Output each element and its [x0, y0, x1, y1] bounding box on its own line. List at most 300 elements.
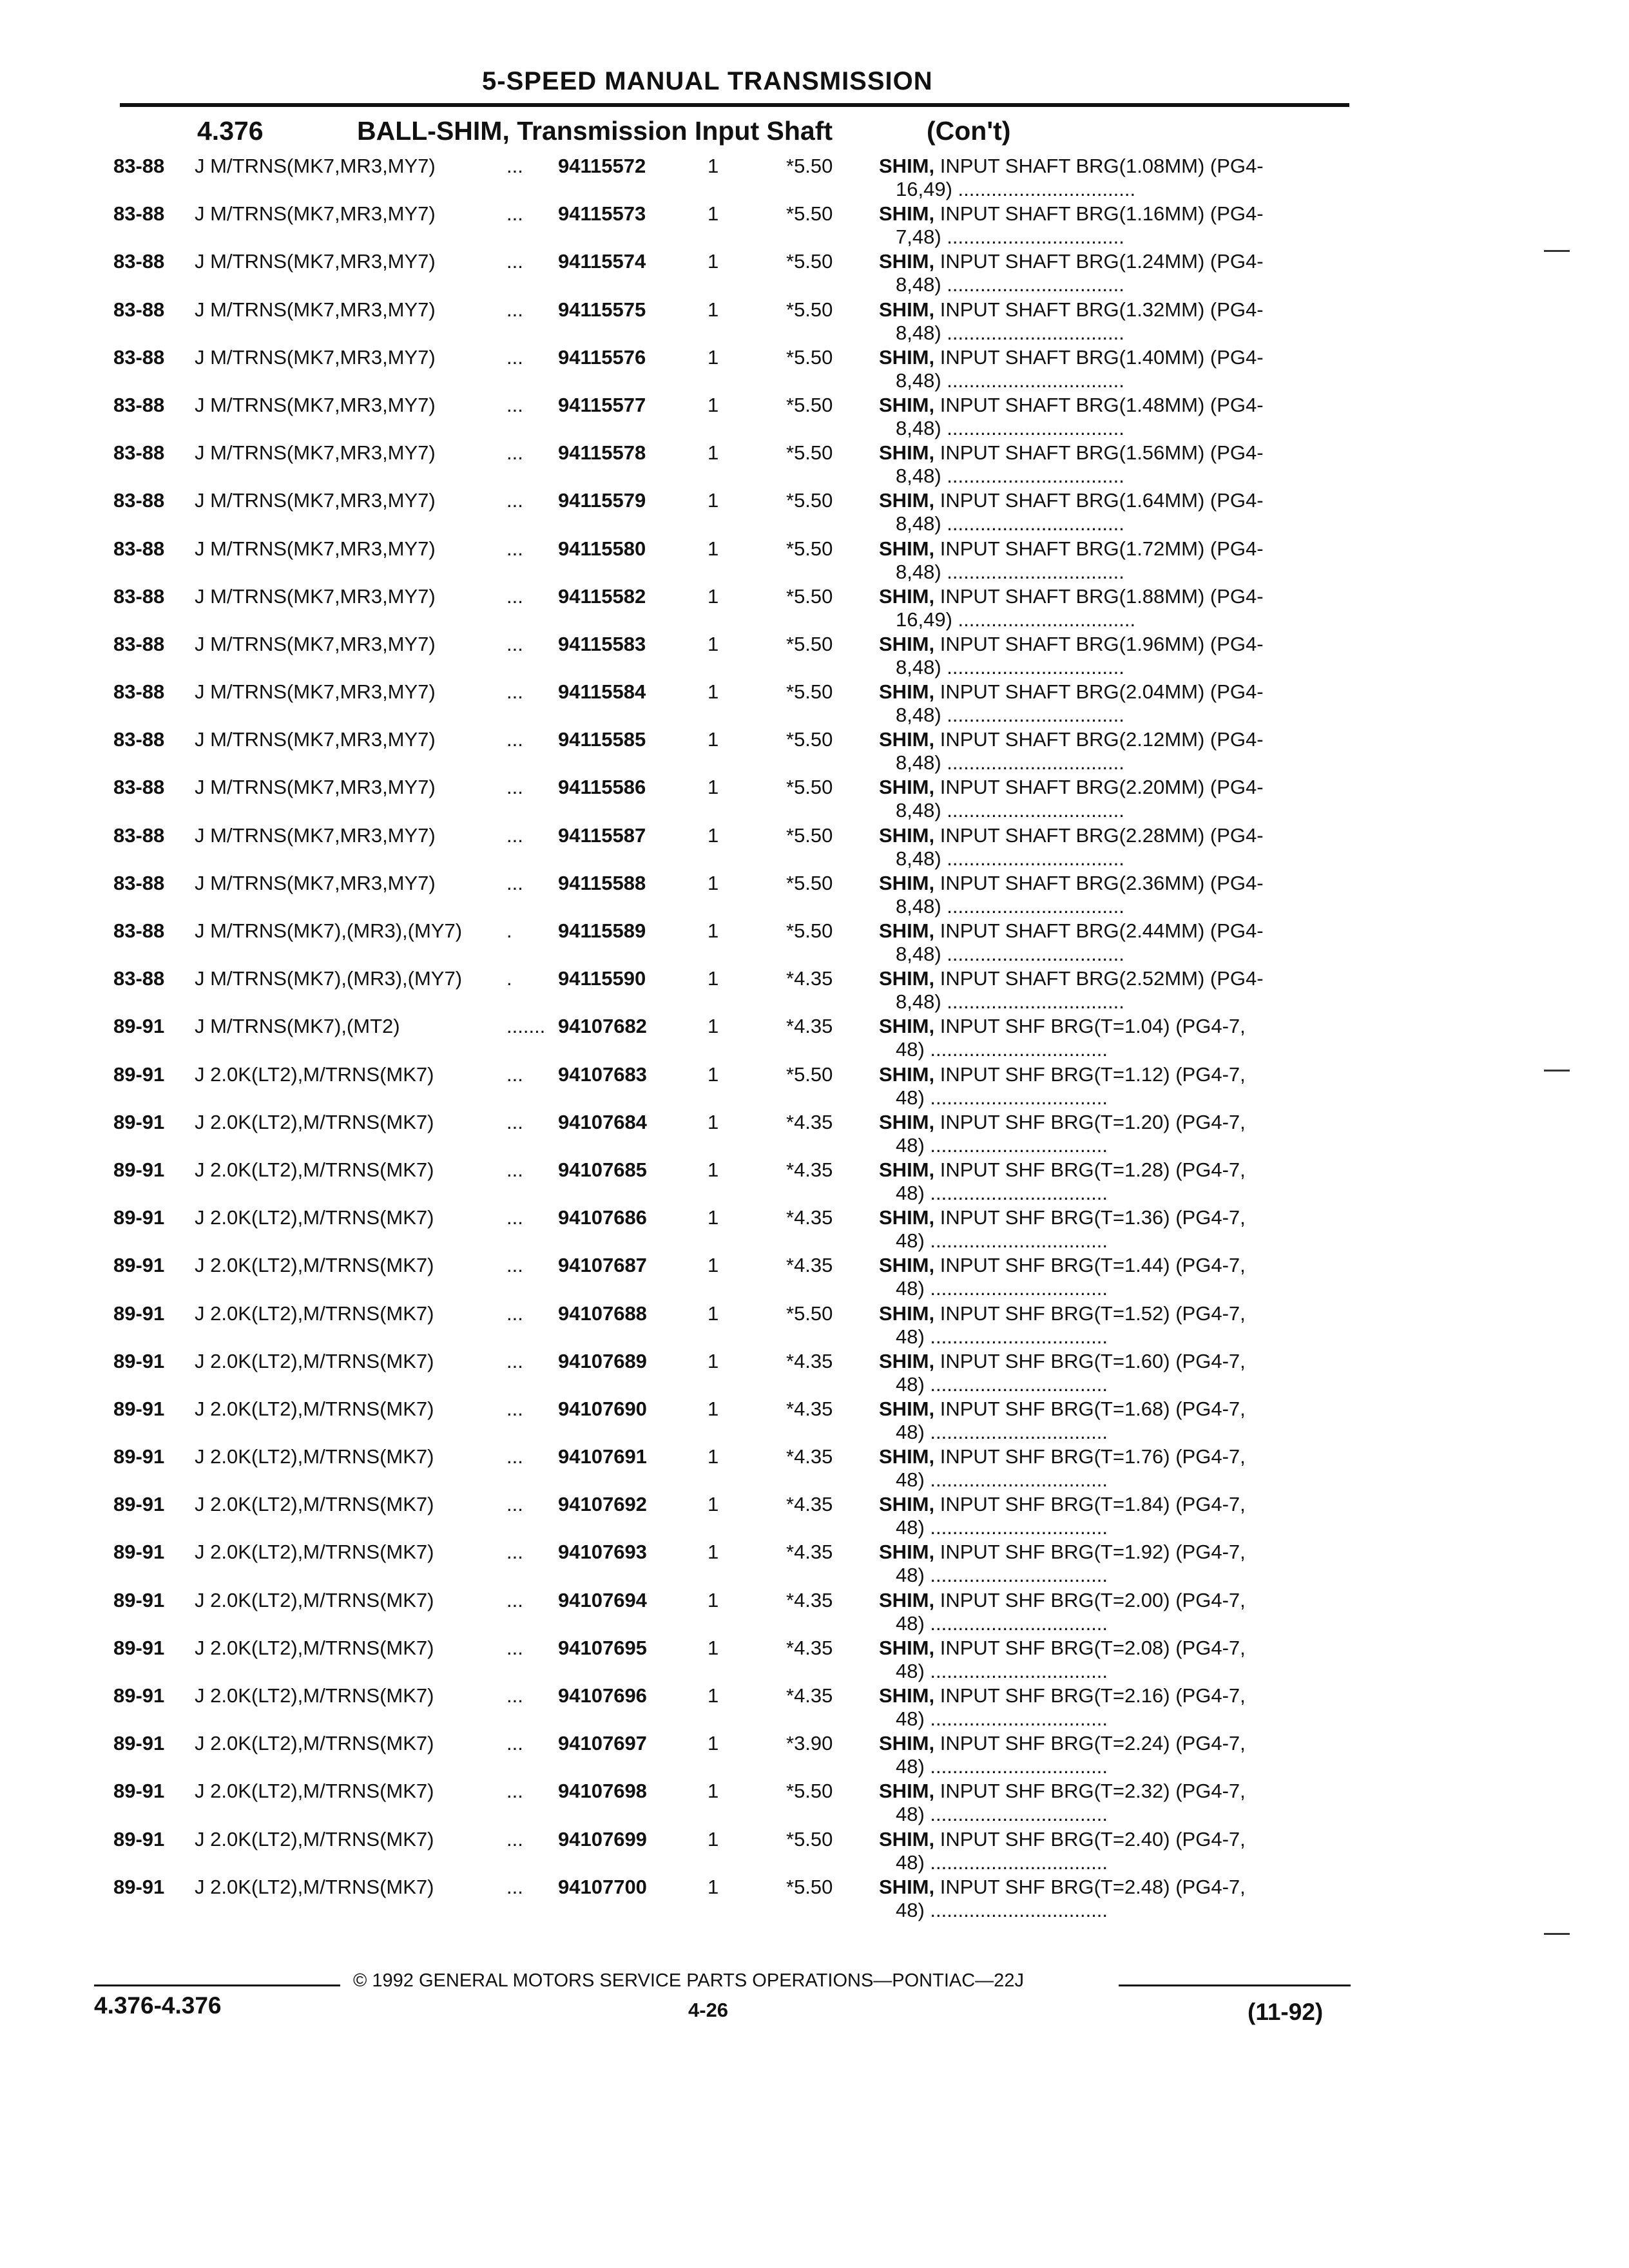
table-row	[0, 1111, 1629, 1158]
row-description-line2: 8,48) ................................	[896, 512, 1124, 535]
row-description-line1	[879, 1302, 1356, 1325]
row-model: J 2.0K(LT2),M/TRNS(MK7)	[195, 1780, 434, 1803]
row-year: 83-88	[113, 345, 165, 369]
table-row	[0, 1684, 1629, 1732]
row-description-text: INPUT SHF BRG(T=2.24) (PG4-7,	[934, 1732, 1246, 1755]
row-model: J M/TRNS(MK7,MR3,MY7)	[195, 250, 436, 273]
row-description-keyword: SHIM,	[879, 489, 935, 512]
row-description-line2: 48) ................................	[896, 1420, 1108, 1443]
row-description	[879, 824, 1356, 870]
row-leader-dots: .	[506, 919, 512, 942]
row-description	[879, 1637, 1356, 1683]
row-model: J M/TRNS(MK7,MR3,MY7)	[195, 632, 436, 655]
row-year: 89-91	[113, 1541, 165, 1564]
row-quantity: 1	[708, 871, 719, 894]
row-price: *5.50	[786, 728, 833, 751]
row-description-line1	[879, 1876, 1356, 1899]
row-description-text: INPUT SHF BRG(T=1.60) (PG4-7,	[934, 1349, 1246, 1372]
row-description-line1	[879, 489, 1356, 512]
row-description-keyword: SHIM,	[879, 155, 935, 177]
row-leader-dots: ...	[506, 537, 523, 560]
row-description-keyword: SHIM,	[879, 1684, 935, 1707]
row-year: 89-91	[113, 1302, 165, 1325]
row-description-keyword: SHIM,	[879, 584, 935, 608]
row-description-line2: 48) ................................	[896, 1229, 1108, 1253]
row-leader-dots: ...	[506, 1780, 523, 1803]
row-quantity: 1	[708, 1349, 719, 1372]
row-description-line2: 48) ................................	[896, 1468, 1108, 1492]
table-row	[0, 346, 1629, 394]
row-description-keyword: SHIM,	[879, 1349, 935, 1372]
row-quantity: 1	[708, 1158, 719, 1181]
row-model: J 2.0K(LT2),M/TRNS(MK7)	[195, 1302, 434, 1325]
row-description-text: INPUT SHAFT BRG(1.40MM) (PG4-	[934, 345, 1264, 369]
row-description	[879, 1063, 1356, 1110]
row-quantity: 1	[708, 1827, 719, 1850]
row-part-number: 94107697	[558, 1732, 647, 1755]
row-description	[879, 1398, 1356, 1444]
row-description	[879, 1876, 1356, 1922]
table-row	[0, 250, 1629, 298]
row-price: *4.35	[786, 1158, 833, 1181]
row-model: J M/TRNS(MK7,MR3,MY7)	[195, 202, 436, 226]
row-description-line2: 48) ................................	[896, 1803, 1108, 1826]
row-description-keyword: SHIM,	[879, 1445, 935, 1468]
row-quantity: 1	[708, 1254, 719, 1277]
row-description-keyword: SHIM,	[879, 967, 935, 990]
table-row	[0, 1637, 1629, 1684]
row-description-line1	[879, 1111, 1356, 1134]
table-row	[0, 202, 1629, 250]
row-description-keyword: SHIM,	[879, 823, 935, 847]
row-year: 83-88	[113, 393, 165, 416]
row-model: J M/TRNS(MK7,MR3,MY7)	[195, 871, 436, 894]
row-description-line2: 8,48) ................................	[896, 273, 1124, 296]
row-year: 83-88	[113, 584, 165, 608]
row-model: J M/TRNS(MK7,MR3,MY7)	[195, 345, 436, 369]
row-price: *5.50	[786, 1875, 833, 1898]
footer-section-range: 4.376-4.376	[94, 1992, 222, 2019]
row-description-line1	[879, 1541, 1356, 1564]
row-year: 83-88	[113, 919, 165, 942]
row-model: J 2.0K(LT2),M/TRNS(MK7)	[195, 1158, 434, 1181]
table-row	[0, 585, 1629, 633]
row-price: *5.50	[786, 441, 833, 465]
row-description	[879, 1111, 1356, 1157]
row-description	[879, 872, 1356, 918]
row-description-text: INPUT SHAFT BRG(1.24MM) (PG4-	[934, 250, 1264, 273]
row-quantity: 1	[708, 1110, 719, 1133]
row-description-line2: 8,48) ................................	[896, 655, 1124, 678]
row-description-text: INPUT SHF BRG(T=1.04) (PG4-7,	[934, 1015, 1246, 1038]
row-leader-dots: ...	[506, 823, 523, 847]
row-part-number: 94115588	[558, 871, 646, 894]
row-description	[879, 633, 1356, 679]
table-row	[0, 872, 1629, 919]
row-description-line2: 16,49) ................................	[896, 178, 1136, 200]
row-quantity: 1	[708, 584, 719, 608]
row-leader-dots: ...	[506, 1827, 523, 1850]
row-description-keyword: SHIM,	[879, 250, 935, 273]
row-model: J 2.0K(LT2),M/TRNS(MK7)	[195, 1206, 434, 1229]
row-part-number: 94107690	[558, 1397, 647, 1420]
row-part-number: 94115578	[558, 441, 646, 465]
row-description-line1	[879, 1445, 1356, 1468]
row-leader-dots: ...	[506, 632, 523, 655]
row-year: 89-91	[113, 1684, 165, 1707]
row-leader-dots: ...	[506, 1445, 523, 1468]
row-description-keyword: SHIM,	[879, 1015, 935, 1038]
row-description-keyword: SHIM,	[879, 1780, 935, 1803]
row-description-line1	[879, 1732, 1356, 1755]
row-description-text: INPUT SHAFT BRG(2.52MM) (PG4-	[934, 967, 1264, 990]
row-year: 89-91	[113, 1588, 165, 1611]
row-description	[879, 1732, 1356, 1778]
footer-rule-right	[1119, 1984, 1351, 1986]
row-model: J M/TRNS(MK7,MR3,MY7)	[195, 728, 436, 751]
row-description	[879, 155, 1356, 201]
row-year: 89-91	[113, 1493, 165, 1516]
row-description-line2: 16,49) ................................	[896, 608, 1136, 631]
table-row	[0, 441, 1629, 489]
row-description	[879, 1589, 1356, 1635]
table-row	[0, 919, 1629, 967]
row-description	[879, 728, 1356, 774]
row-leader-dots: ...	[506, 1062, 523, 1086]
row-quantity: 1	[708, 1302, 719, 1325]
row-description-line2: 48) ................................	[896, 1277, 1108, 1300]
row-year: 83-88	[113, 776, 165, 799]
row-price: *5.50	[786, 1062, 833, 1086]
row-description-line1	[879, 872, 1356, 895]
row-description-keyword: SHIM,	[879, 1302, 935, 1325]
page-title: 5-SPEED MANUAL TRANSMISSION	[482, 67, 933, 95]
row-description-line1	[879, 1350, 1356, 1373]
row-price: *5.50	[786, 871, 833, 894]
row-quantity: 1	[708, 1397, 719, 1420]
row-model: J 2.0K(LT2),M/TRNS(MK7)	[195, 1062, 434, 1086]
row-year: 83-88	[113, 250, 165, 273]
row-quantity: 1	[708, 680, 719, 704]
row-year: 89-91	[113, 1636, 165, 1659]
row-description-keyword: SHIM,	[879, 1493, 935, 1516]
row-year: 89-91	[113, 1780, 165, 1803]
section-number: 4.376	[197, 116, 264, 146]
row-leader-dots: ...	[506, 776, 523, 799]
row-year: 83-88	[113, 489, 165, 512]
table-row	[0, 155, 1629, 202]
row-description-text: INPUT SHAFT BRG(2.04MM) (PG4-	[934, 680, 1264, 704]
row-model: J 2.0K(LT2),M/TRNS(MK7)	[195, 1493, 434, 1516]
row-leader-dots: ...	[506, 1349, 523, 1372]
row-part-number: 94115572	[558, 155, 646, 177]
row-part-number: 94107698	[558, 1780, 647, 1803]
row-part-number: 94107693	[558, 1541, 647, 1564]
row-description-line2: 48) ................................	[896, 1659, 1108, 1682]
row-description-line2: 8,48) ................................	[896, 894, 1124, 918]
table-row	[0, 824, 1629, 872]
row-description	[879, 1445, 1356, 1492]
row-year: 89-91	[113, 1110, 165, 1133]
row-leader-dots: ...	[506, 1493, 523, 1516]
row-description-keyword: SHIM,	[879, 1254, 935, 1277]
row-year: 89-91	[113, 1732, 165, 1755]
table-row	[0, 1780, 1629, 1827]
row-model: J 2.0K(LT2),M/TRNS(MK7)	[195, 1732, 434, 1755]
row-model: J 2.0K(LT2),M/TRNS(MK7)	[195, 1445, 434, 1468]
table-row	[0, 298, 1629, 346]
row-quantity: 1	[708, 1206, 719, 1229]
row-part-number: 94107689	[558, 1349, 647, 1372]
table-row	[0, 489, 1629, 537]
row-description-line2: 8,48) ................................	[896, 704, 1124, 727]
row-part-number: 94115590	[558, 967, 646, 990]
table-row	[0, 1206, 1629, 1254]
row-description	[879, 441, 1356, 488]
row-description	[879, 919, 1356, 966]
row-description-keyword: SHIM,	[879, 1110, 935, 1133]
row-leader-dots: ...	[506, 345, 523, 369]
row-quantity: 1	[708, 1732, 719, 1755]
row-description-line1	[879, 1398, 1356, 1421]
row-part-number: 94107696	[558, 1684, 647, 1707]
row-description-keyword: SHIM,	[879, 680, 935, 704]
row-description-line1	[879, 1637, 1356, 1660]
row-quantity: 1	[708, 1684, 719, 1707]
row-description-line2: 8,48) ................................	[896, 943, 1124, 965]
row-quantity: 1	[708, 155, 719, 177]
row-description-keyword: SHIM,	[879, 1158, 935, 1181]
row-quantity: 1	[708, 728, 719, 751]
row-price: *5.50	[786, 584, 833, 608]
row-year: 89-91	[113, 1827, 165, 1850]
footer-copyright: © 1992 GENERAL MOTORS SERVICE PARTS OPERATIONS—PONTIAC—22J	[353, 1970, 1024, 1991]
row-description-keyword: SHIM,	[879, 298, 935, 321]
row-model: J M/TRNS(MK7,MR3,MY7)	[195, 584, 436, 608]
section-name: BALL-SHIM, Transmission Input Shaft	[357, 116, 833, 146]
row-description	[879, 1302, 1356, 1349]
row-description-text: INPUT SHF BRG(T=1.20) (PG4-7,	[934, 1110, 1246, 1133]
row-model: J 2.0K(LT2),M/TRNS(MK7)	[195, 1254, 434, 1277]
row-price: *4.35	[786, 1493, 833, 1516]
row-description-line2: 8,48) ................................	[896, 751, 1124, 774]
row-description-text: INPUT SHF BRG(T=2.16) (PG4-7,	[934, 1684, 1246, 1707]
row-model: J 2.0K(LT2),M/TRNS(MK7)	[195, 1684, 434, 1707]
row-description-keyword: SHIM,	[879, 1588, 935, 1611]
row-description	[879, 250, 1356, 296]
row-description-text: INPUT SHF BRG(T=1.44) (PG4-7,	[934, 1254, 1246, 1277]
footer-page-number: 4-26	[688, 1999, 729, 2021]
row-quantity: 1	[708, 345, 719, 369]
row-description-text: INPUT SHAFT BRG(1.96MM) (PG4-	[934, 632, 1264, 655]
row-description-line2: 48) ................................	[896, 1564, 1108, 1587]
table-row	[0, 1732, 1629, 1780]
row-part-number: 94107684	[558, 1110, 647, 1133]
row-description-keyword: SHIM,	[879, 919, 935, 942]
row-part-number: 94115579	[558, 489, 646, 512]
row-part-number: 94107683	[558, 1062, 647, 1086]
row-year: 89-91	[113, 1875, 165, 1898]
margin-mark	[1544, 250, 1570, 252]
row-year: 89-91	[113, 1254, 165, 1277]
row-description-keyword: SHIM,	[879, 345, 935, 369]
row-price: *5.50	[786, 393, 833, 416]
row-description-line1	[879, 537, 1356, 561]
row-quantity: 1	[708, 1445, 719, 1468]
row-description-text: INPUT SHAFT BRG(2.12MM) (PG4-	[934, 728, 1264, 751]
row-description-text: INPUT SHAFT BRG(1.32MM) (PG4-	[934, 298, 1264, 321]
row-description-keyword: SHIM,	[879, 1397, 935, 1420]
row-description	[879, 1206, 1356, 1253]
row-description-text: INPUT SHAFT BRG(1.48MM) (PG4-	[934, 393, 1264, 416]
row-price: *4.35	[786, 1110, 833, 1133]
row-year: 89-91	[113, 1158, 165, 1181]
row-description	[879, 1828, 1356, 1874]
row-description-text: INPUT SHF BRG(T=1.12) (PG4-7,	[934, 1062, 1246, 1086]
row-price: *5.50	[786, 823, 833, 847]
row-description-line2: 48) ................................	[896, 1086, 1108, 1109]
row-description-text: INPUT SHAFT BRG(1.16MM) (PG4-	[934, 202, 1264, 226]
table-row	[0, 1589, 1629, 1637]
row-leader-dots: ...	[506, 1541, 523, 1564]
row-description-text: INPUT SHF BRG(T=1.68) (PG4-7,	[934, 1397, 1246, 1420]
row-part-number: 94115574	[558, 250, 646, 273]
row-description-keyword: SHIM,	[879, 202, 935, 226]
row-description-line2: 8,48) ................................	[896, 465, 1124, 488]
row-description-line2: 8,48) ................................	[896, 369, 1124, 392]
table-row	[0, 776, 1629, 823]
table-row	[0, 1398, 1629, 1445]
row-part-number: 94115587	[558, 823, 646, 847]
row-description	[879, 202, 1356, 249]
row-leader-dots: ...	[506, 1636, 523, 1659]
parts-list	[0, 155, 1629, 1923]
row-description-line1	[879, 919, 1356, 943]
row-description-text: INPUT SHAFT BRG(2.28MM) (PG4-	[934, 823, 1264, 847]
row-description	[879, 1684, 1356, 1731]
row-model: J M/TRNS(MK7,MR3,MY7)	[195, 823, 436, 847]
row-description	[879, 298, 1356, 345]
row-part-number: 94107691	[558, 1445, 647, 1468]
row-description-text: INPUT SHF BRG(T=2.08) (PG4-7,	[934, 1636, 1246, 1659]
row-model: J M/TRNS(MK7,MR3,MY7)	[195, 537, 436, 560]
row-description-text: INPUT SHF BRG(T=1.36) (PG4-7,	[934, 1206, 1246, 1229]
row-quantity: 1	[708, 298, 719, 321]
row-description-keyword: SHIM,	[879, 871, 935, 894]
row-description-text: INPUT SHF BRG(T=1.52) (PG4-7,	[934, 1302, 1246, 1325]
row-description-line2: 8,48) ................................	[896, 560, 1124, 583]
row-part-number: 94115585	[558, 728, 646, 751]
row-description	[879, 489, 1356, 535]
row-description	[879, 1780, 1356, 1826]
row-description-keyword: SHIM,	[879, 1732, 935, 1755]
row-description-line1	[879, 202, 1356, 226]
row-description-line2: 48) ................................	[896, 1755, 1108, 1778]
row-description	[879, 967, 1356, 1014]
row-model: J M/TRNS(MK7,MR3,MY7)	[195, 393, 436, 416]
row-quantity: 1	[708, 1541, 719, 1564]
row-part-number: 94115583	[558, 632, 646, 655]
row-year: 83-88	[113, 632, 165, 655]
row-year: 83-88	[113, 967, 165, 990]
row-part-number: 94115589	[558, 919, 646, 942]
row-part-number: 94107694	[558, 1588, 647, 1611]
row-quantity: 1	[708, 1780, 719, 1803]
row-year: 83-88	[113, 298, 165, 321]
row-year: 89-91	[113, 1015, 165, 1038]
row-part-number: 94107685	[558, 1158, 647, 1181]
row-model: J M/TRNS(MK7,MR3,MY7)	[195, 298, 436, 321]
row-description-line1	[879, 776, 1356, 799]
row-leader-dots: ...	[506, 1254, 523, 1277]
row-description-keyword: SHIM,	[879, 1636, 935, 1659]
table-row	[0, 1828, 1629, 1876]
row-model: J M/TRNS(MK7,MR3,MY7)	[195, 441, 436, 465]
row-description-line2: 8,48) ................................	[896, 799, 1124, 822]
row-model: J 2.0K(LT2),M/TRNS(MK7)	[195, 1397, 434, 1420]
row-part-number: 94115584	[558, 680, 646, 704]
row-description-text: INPUT SHF BRG(T=1.28) (PG4-7,	[934, 1158, 1246, 1181]
row-description-text: INPUT SHAFT BRG(2.20MM) (PG4-	[934, 776, 1264, 799]
row-description-text: INPUT SHF BRG(T=1.76) (PG4-7,	[934, 1445, 1246, 1468]
table-row	[0, 633, 1629, 680]
row-leader-dots: ...	[506, 1875, 523, 1898]
row-leader-dots: ...	[506, 1158, 523, 1181]
row-description-line1	[879, 1684, 1356, 1707]
row-leader-dots: .	[506, 967, 512, 990]
row-price: *5.50	[786, 1302, 833, 1325]
row-price: *5.50	[786, 1780, 833, 1803]
title-rule	[120, 103, 1349, 107]
row-year: 89-91	[113, 1349, 165, 1372]
row-quantity: 1	[708, 632, 719, 655]
row-model: J 2.0K(LT2),M/TRNS(MK7)	[195, 1588, 434, 1611]
table-row	[0, 1541, 1629, 1588]
row-leader-dots: ...	[506, 871, 523, 894]
row-leader-dots: ...	[506, 680, 523, 704]
row-description-text: INPUT SHF BRG(T=1.84) (PG4-7,	[934, 1493, 1246, 1516]
table-row	[0, 1302, 1629, 1350]
row-price: *5.50	[786, 155, 833, 177]
row-description-keyword: SHIM,	[879, 1875, 935, 1898]
row-leader-dots: ...	[506, 1588, 523, 1611]
row-leader-dots: ...	[506, 1684, 523, 1707]
row-description-line1	[879, 1158, 1356, 1182]
table-row	[0, 1445, 1629, 1493]
row-quantity: 1	[708, 1875, 719, 1898]
row-model: J M/TRNS(MK7,MR3,MY7)	[195, 776, 436, 799]
row-description-line1	[879, 728, 1356, 751]
row-model: J 2.0K(LT2),M/TRNS(MK7)	[195, 1110, 434, 1133]
row-year: 89-91	[113, 1206, 165, 1229]
row-part-number: 94107688	[558, 1302, 647, 1325]
row-leader-dots: .......	[506, 1015, 546, 1038]
row-quantity: 1	[708, 250, 719, 273]
table-row	[0, 394, 1629, 441]
row-description-line1	[879, 1206, 1356, 1229]
row-quantity: 1	[708, 967, 719, 990]
row-description-line1	[879, 585, 1356, 608]
row-description	[879, 585, 1356, 631]
row-description-line2: 7,48) ................................	[896, 226, 1124, 249]
row-description-line1	[879, 1254, 1356, 1277]
row-part-number: 94115575	[558, 298, 646, 321]
row-description	[879, 1158, 1356, 1205]
row-description-text: INPUT SHAFT BRG(2.44MM) (PG4-	[934, 919, 1264, 942]
row-description	[879, 346, 1356, 392]
row-description-line1	[879, 967, 1356, 990]
row-leader-dots: ...	[506, 1110, 523, 1133]
